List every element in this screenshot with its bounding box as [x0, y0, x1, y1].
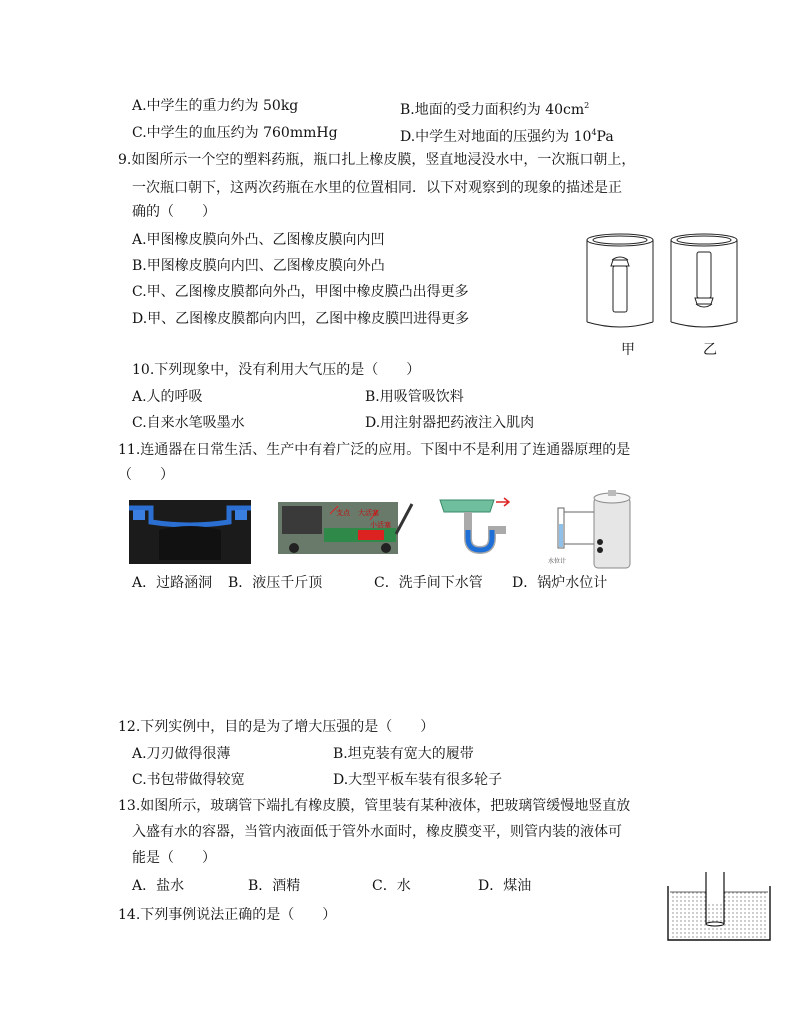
jack-label-small-piston: 小活塞	[370, 521, 391, 529]
q10-stem: 10.下列现象中，没有利用大气压的是（ ）	[132, 362, 421, 378]
beaker-jia	[587, 234, 653, 327]
q10-option-c: C.自来水笔吸墨水	[132, 415, 245, 431]
q13-option-a: A．盐水	[132, 878, 185, 894]
q11-stem-line1: 11.连通器在日常生活、生产中有着广泛的应用。下图中不是利用了连通器原理的是	[118, 442, 631, 458]
q10-option-d: D.用注射器把药液注入肌肉	[365, 415, 535, 431]
q10-option-b: B.用吸管吸饮料	[365, 389, 464, 405]
q9-stem-line2: 一次瓶口朝下，这两次药瓶在水里的位置相同．以下对观察到的现象的描述是正	[132, 180, 622, 196]
hydraulic-jack-figure	[278, 498, 418, 558]
jack-label-fulcrum: 支点	[336, 509, 350, 517]
q13-stem-line2: 入盛有水的容器，当管内液面低于管外水面时，橡皮膜变平，则管内装的液体可	[132, 824, 622, 840]
q13-stem-line1: 13.如图所示，玻璃管下端扎有橡皮膜，管里装有某种液体，把玻璃管缓慢地竖直放	[118, 798, 631, 814]
q9-option-c: C.甲、乙图橡皮膜都向外凸，甲图中橡皮膜凸出得更多	[132, 284, 469, 300]
q13-option-d: D．煤油	[478, 878, 532, 894]
q13-stem-line3: 能是（ ）	[132, 850, 216, 866]
q12-option-c: C.书包带做得较宽	[132, 772, 245, 788]
q9-option-a: A.甲图橡皮膜向外凸、乙图橡皮膜向内凹	[132, 232, 385, 248]
q13-option-c: C．水	[372, 878, 411, 894]
q8-option-d: D.中学生对地面的压强约为 $10^4Pa$	[400, 128, 614, 145]
q9-option-b: B.甲图橡皮膜向内凹、乙图橡皮膜向外凸	[132, 258, 385, 274]
q12-stem: 12.下列实例中，目的是为了增大压强的是（ ）	[118, 719, 435, 735]
q9-label-jia: 甲	[621, 342, 635, 358]
q10-option-a: A.人的呼吸	[132, 389, 203, 405]
q9-option-d: D.甲、乙图橡皮膜都向内凹，乙图中橡皮膜凹进得更多	[132, 311, 470, 327]
q14-stem: 14.下列事例说法正确的是（ ）	[118, 907, 337, 923]
jack-label-large-piston: 大活塞	[358, 509, 379, 517]
q12-option-d: D.大型平板车装有很多轮子	[333, 772, 503, 788]
boiler-label: 水位计	[548, 558, 567, 565]
q12-option-b: B.坦克装有宽大的履带	[333, 746, 474, 762]
sink-drain-figure	[438, 494, 510, 562]
q8-option-c: C.中学生的血压约为 760mmHg	[132, 125, 338, 141]
culvert-figure	[129, 500, 251, 564]
q11-option-a: A．过路涵洞	[132, 575, 213, 591]
q8-option-b: B.地面的受力面积约为 $40cm^2$	[400, 101, 590, 118]
q9-beakers-figure	[580, 226, 760, 334]
q11-option-b: B．液压千斤顶	[228, 575, 323, 591]
q11-option-c: C．洗手间下水管	[374, 575, 483, 591]
beaker-yi	[671, 234, 737, 327]
q8-option-a: A.中学生的重力约为 50kg	[132, 98, 299, 114]
q11-stem-line2: （ ）	[118, 467, 174, 483]
q11-option-d: D．锅炉水位计	[512, 575, 608, 591]
q13-option-b: B．酒精	[248, 878, 301, 894]
q9-stem-line1: 9.如图所示一个空的塑料药瓶，瓶口扎上橡皮膜，竖直地浸没水中，一次瓶口朝上，	[118, 152, 636, 168]
q12-option-a: A.刀刃做得很薄	[132, 746, 231, 762]
q9-label-yi: 乙	[703, 342, 717, 358]
q9-stem-line3: 确的（ ）	[132, 204, 216, 220]
q13-container-figure	[664, 872, 774, 944]
